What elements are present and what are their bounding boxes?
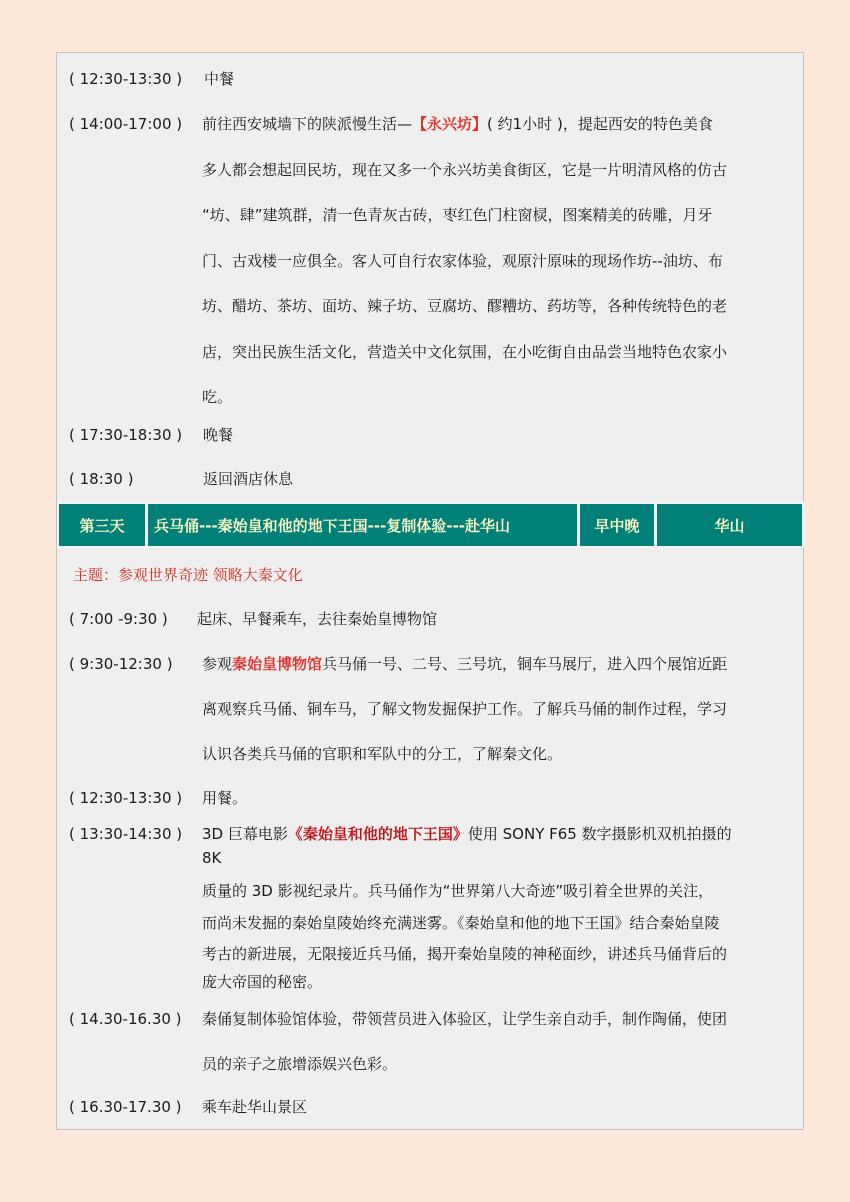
activity-line: 参观秦始皇博物馆兵马俑一号、二号、三号坑，铜车马展厅，进入四个展馆近距 <box>202 655 728 673</box>
activity-line: 多人都会想起回民坊，现在又多一个永兴坊美食街区，它是一片明清风格的仿古 <box>202 161 728 179</box>
activity-line: 8K <box>202 849 222 867</box>
day-label: 第三天 <box>59 504 145 546</box>
activity-line: 前往西安城墙下的陕派慢生活—【永兴坊】( 约1小时 )，提起西安的特色美食 <box>202 115 713 133</box>
stay-label: 华山 <box>657 504 802 546</box>
activity-line: 3D 巨幕电影《秦始皇和他的地下王国》使用 SONY F65 数字摄影机双机拍摄的 <box>202 825 732 843</box>
activity-text: 乘车赴华山景区 <box>202 1098 308 1116</box>
activity-line: 认识各类兵马俑的官职和军队中的分工，了解秦文化。 <box>202 745 563 763</box>
meals-label: 早中晚 <box>580 504 654 546</box>
time-label: ( 9:30-12:30 ) <box>69 655 173 673</box>
itinerary-panel <box>56 52 804 1130</box>
time-label: ( 14.30-16.30 ) <box>69 1010 182 1028</box>
activity-text: 起床、早餐乘车，去往秦始皇博物馆 <box>197 610 438 628</box>
activity-text: 返回酒店休息 <box>203 470 294 488</box>
day-header-band <box>57 502 805 548</box>
time-label: ( 17:30-18:30 ) <box>69 426 183 444</box>
time-label: ( 14:00-17:00 ) <box>69 115 183 133</box>
activity-line: 而尚未发掘的秦始皇陵始终充满迷雾。《秦始皇和他的地下王国》结合秦始皇陵 <box>202 914 720 932</box>
highlight-museum: 秦始皇博物馆 <box>232 655 323 673</box>
time-label: ( 13:30-14:30 ) <box>69 825 183 843</box>
activity-text: 中餐 <box>204 70 235 88</box>
time-label: ( 18:30 ) <box>69 470 134 488</box>
activity-line: 员的亲子之旅增添娱兴色彩。 <box>202 1055 398 1073</box>
activity-line: 庞大帝国的秘密。 <box>202 973 323 991</box>
activity-line: 店，突出民族生活文化，营造关中文化氛围，在小吃街自由品尝当地特色农家小 <box>202 343 728 361</box>
time-label: ( 16.30-17.30 ) <box>69 1098 182 1116</box>
activity-line: 秦俑复制体验馆体验，带领营员进入体验区，让学生亲自动手，制作陶俑，使团 <box>202 1010 728 1028</box>
highlight-yongxingfang: 【永兴坊】 <box>412 115 488 133</box>
time-label: ( 12:30-13:30 ) <box>69 70 183 88</box>
time-label: ( 7:00 -9:30 ) <box>69 610 168 628</box>
time-label: ( 12:30-13:30 ) <box>69 789 183 807</box>
route-title: 兵马俑---秦始皇和他的地下王国---复制体验---赴华山 <box>148 504 577 546</box>
day-theme: 主题：参观世界奇迹 领略大秦文化 <box>73 566 303 584</box>
highlight-film-title: 《秦始皇和他的地下王国》 <box>287 825 468 843</box>
activity-line: 考古的新进展，无限接近兵马俑，揭开秦始皇陵的神秘面纱，讲述兵马俑背后的 <box>202 945 728 963</box>
activity-line: 质量的 3D 影视纪录片。兵马俑作为“世界第八大奇迹”吸引着全世界的关注， <box>202 882 714 900</box>
activity-line: 离观察兵马俑、铜车马，了解文物发掘保护工作。了解兵马俑的制作过程，学习 <box>202 700 728 718</box>
activity-text: 晚餐 <box>203 426 234 444</box>
activity-line: 吃。 <box>202 388 233 406</box>
activity-line: 门、古戏楼一应俱全。客人可自行农家体验，观原汁原味的现场作坊--油坊、布 <box>202 252 723 270</box>
activity-text: 用餐。 <box>202 789 248 807</box>
activity-line: 坊、醋坊、茶坊、面坊、辣子坊、豆腐坊、醪糟坊、药坊等，各种传统特色的老 <box>202 297 728 315</box>
activity-line: “坊、肆”建筑群，清一色青灰古砖，枣红色门柱窗棂，图案精美的砖雕，月牙 <box>202 206 713 224</box>
